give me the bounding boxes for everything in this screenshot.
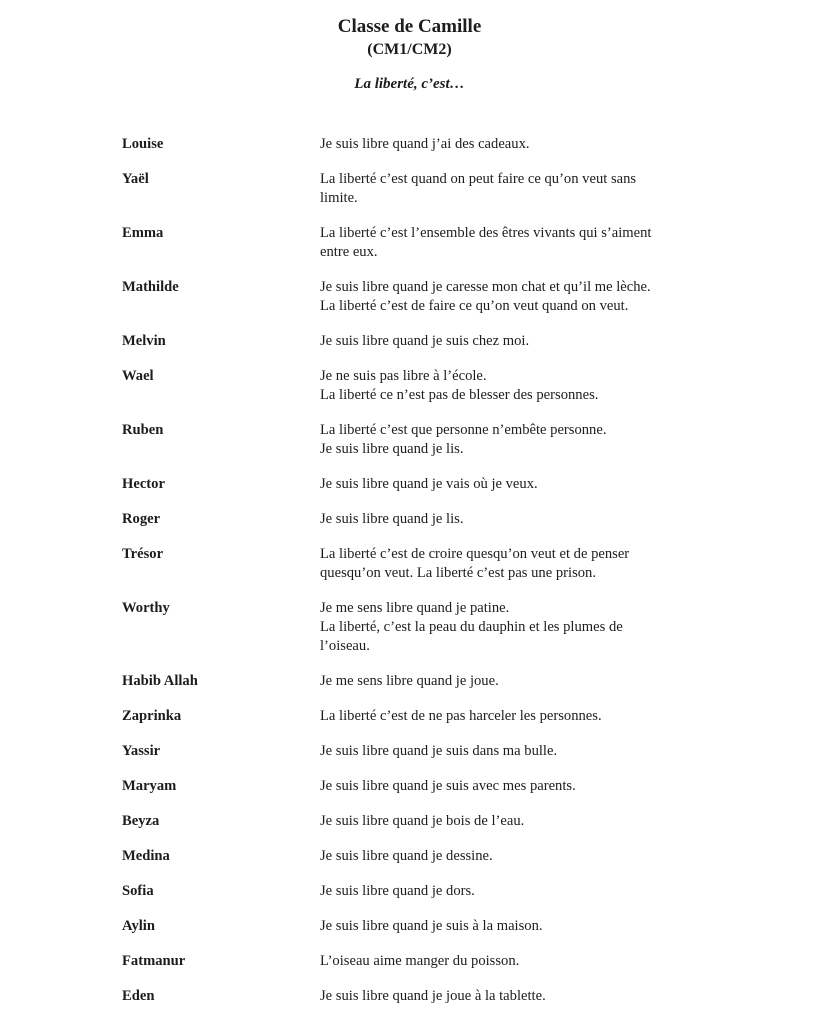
quote-line: Je suis libre quand je lis.: [320, 441, 464, 457]
entry-row: [122, 812, 759, 831]
student-quote: [320, 224, 759, 262]
entry-row: [122, 707, 759, 726]
student-quote: [320, 367, 759, 405]
entries-list: [122, 135, 759, 1006]
quote-line: Je suis libre quand je suis avec mes parents.: [320, 778, 576, 794]
page-subtitle: (CM1/CM2): [367, 41, 452, 58]
quote-line: La liberté c’est de faire ce qu’on veut quand on veut.: [320, 298, 629, 314]
student-quote: [320, 777, 759, 796]
student-name: Mathilde: [122, 279, 179, 295]
student-quote: [320, 332, 759, 351]
quote-line: entre eux.: [320, 244, 378, 260]
student-quote: [320, 847, 759, 866]
student-name: Roger: [122, 511, 161, 527]
student-name: Zaprinka: [122, 708, 182, 724]
student-name: Hector: [122, 476, 165, 492]
student-name: Ruben: [122, 422, 164, 438]
student-quote: [320, 917, 759, 936]
student-quote: [320, 882, 759, 901]
quote-line: Je suis libre quand je suis chez moi.: [320, 333, 530, 349]
student-quote: [320, 421, 759, 459]
quote-line: Je ne suis pas libre à l’école.: [320, 368, 487, 384]
quote-line: Je suis libre quand je bois de l’eau.: [320, 813, 525, 829]
quote-line: Je suis libre quand je dors.: [320, 883, 475, 899]
student-name: Medina: [122, 848, 170, 864]
quote-line: La liberté c’est quand on peut faire ce qu’on veut sans: [320, 171, 637, 187]
entry-row: [122, 882, 759, 901]
student-name: Trésor: [122, 546, 164, 562]
student-quote: [320, 952, 759, 971]
student-name: Eden: [122, 988, 155, 1004]
student-name: Beyza: [122, 813, 160, 829]
student-quote: [320, 545, 759, 583]
quote-line: Je suis libre quand je caresse mon chat et qu’il me lèche.: [320, 279, 651, 295]
page-tagline: La liberté, c’est…: [354, 76, 465, 92]
quote-line: Je suis libre quand je vais où je veux.: [320, 476, 538, 492]
student-quote: [320, 599, 759, 656]
student-quote: [320, 278, 759, 316]
quote-line: Je me sens libre quand je patine.: [320, 600, 510, 616]
entry-row: [122, 170, 759, 208]
student-quote: [320, 812, 759, 831]
quote-line: Je suis libre quand je suis dans ma bulle.: [320, 743, 558, 759]
quote-line: La liberté ce n’est pas de blesser des personnes.: [320, 387, 599, 403]
quote-line: Je suis libre quand je joue à la tablette.: [320, 988, 546, 1004]
student-name: Aylin: [122, 918, 155, 934]
quote-line: Je suis libre quand je lis.: [320, 511, 464, 527]
student-quote: [320, 742, 759, 761]
entry-row: [122, 847, 759, 866]
quote-line: Je me sens libre quand je joue.: [320, 673, 499, 689]
entry-row: [122, 421, 759, 459]
quote-line: l’oiseau.: [320, 638, 370, 654]
entry-row: [122, 599, 759, 656]
quote-line: L’oiseau aime manger du poisson.: [320, 953, 520, 969]
student-name: Fatmanur: [122, 953, 186, 969]
student-name: Emma: [122, 225, 164, 241]
student-name: Melvin: [122, 333, 166, 349]
student-quote: [320, 135, 759, 154]
entry-row: [122, 987, 759, 1006]
quote-line: La liberté c’est l’ensemble des êtres vivants qui s’aiment: [320, 225, 652, 241]
quote-line: Je suis libre quand je dessine.: [320, 848, 493, 864]
entry-row: [122, 952, 759, 971]
entry-row: [122, 367, 759, 405]
student-quote: [320, 170, 759, 208]
entry-row: [122, 917, 759, 936]
student-name: Louise: [122, 136, 164, 152]
quote-line: La liberté, c’est la peau du dauphin et les plumes de: [320, 619, 623, 635]
quote-line: La liberté c’est de croire quesqu’on veut et de penser: [320, 546, 630, 562]
quote-line: Je suis libre quand je suis à la maison.: [320, 918, 543, 934]
entry-row: [122, 545, 759, 583]
quote-line: La liberté c’est que personne n’embête personne.: [320, 422, 607, 438]
student-name: Wael: [122, 368, 154, 384]
entry-row: [122, 475, 759, 494]
page-title: Classe de Camille: [337, 16, 482, 37]
student-quote: [320, 510, 759, 529]
student-quote: [320, 672, 759, 691]
entry-row: [122, 135, 759, 154]
student-quote: [320, 987, 759, 1006]
quote-line: La liberté c’est de ne pas harceler les personnes.: [320, 708, 602, 724]
entry-row: [122, 742, 759, 761]
student-name: Yaël: [122, 171, 149, 187]
student-name: Yassir: [122, 743, 161, 759]
entry-row: [122, 510, 759, 529]
entry-row: [122, 224, 759, 262]
quote-line: Je suis libre quand j’ai des cadeaux.: [320, 136, 530, 152]
entry-row: [122, 332, 759, 351]
student-quote: [320, 707, 759, 726]
quote-line: quesqu’on veut. La liberté c’est pas une prison.: [320, 565, 596, 581]
student-name: Habib Allah: [122, 673, 198, 689]
student-name: Sofia: [122, 883, 154, 899]
entry-row: [122, 672, 759, 691]
document-header: [0, 0, 819, 94]
student-name: Maryam: [122, 778, 177, 794]
quote-line: limite.: [320, 190, 358, 206]
student-quote: [320, 475, 759, 494]
student-name: Worthy: [122, 600, 170, 616]
entry-row: [122, 777, 759, 796]
entry-row: [122, 278, 759, 316]
